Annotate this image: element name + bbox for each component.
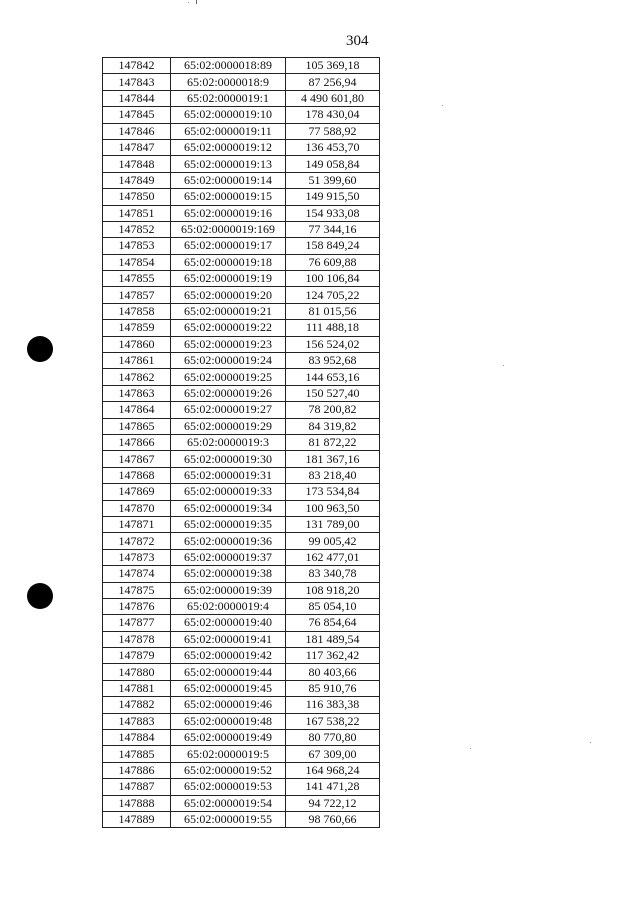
table-row bbox=[103, 221, 380, 237]
table-row bbox=[103, 320, 380, 336]
value-cell: 136 453,70 bbox=[286, 139, 380, 155]
row-number-cell: 147883 bbox=[103, 713, 171, 729]
row-number-cell: 147858 bbox=[103, 303, 171, 319]
table-row bbox=[103, 303, 380, 319]
table-row bbox=[103, 353, 380, 369]
cadastral-number-cell: 65:02:0000019:16 bbox=[171, 205, 286, 221]
value-cell: 150 527,40 bbox=[286, 385, 380, 401]
table-row bbox=[103, 336, 380, 352]
value-cell: 108 918,20 bbox=[286, 582, 380, 598]
table-row bbox=[103, 156, 380, 172]
table-row bbox=[103, 254, 380, 270]
scan-speck bbox=[503, 365, 504, 366]
value-cell: 83 218,40 bbox=[286, 467, 380, 483]
cadastral-number-cell: 65:02:0000019:3 bbox=[171, 434, 286, 450]
scan-speck bbox=[590, 742, 591, 743]
table-row bbox=[103, 172, 380, 188]
cadastral-number-cell: 65:02:0000019:46 bbox=[171, 697, 286, 713]
row-number-cell: 147879 bbox=[103, 648, 171, 664]
row-number-cell: 147873 bbox=[103, 549, 171, 565]
row-number-cell: 147887 bbox=[103, 779, 171, 795]
cadastral-number-cell: 65:02:0000019:34 bbox=[171, 500, 286, 516]
row-number-cell: 147884 bbox=[103, 730, 171, 746]
cadastral-number-cell: 65:02:0000019:10 bbox=[171, 107, 286, 123]
row-number-cell: 147874 bbox=[103, 566, 171, 582]
row-number-cell: 147877 bbox=[103, 615, 171, 631]
table-row bbox=[103, 418, 380, 434]
table-row bbox=[103, 74, 380, 90]
table-row bbox=[103, 762, 380, 778]
value-cell: 99 005,42 bbox=[286, 533, 380, 549]
value-cell: 105 369,18 bbox=[286, 58, 380, 74]
value-cell: 181 367,16 bbox=[286, 451, 380, 467]
value-cell: 116 383,38 bbox=[286, 697, 380, 713]
row-number-cell: 147876 bbox=[103, 598, 171, 614]
value-cell: 94 722,12 bbox=[286, 795, 380, 811]
value-cell: 85 910,76 bbox=[286, 680, 380, 696]
cadastral-number-cell: 65:02:0000019:53 bbox=[171, 779, 286, 795]
value-cell: 51 399,60 bbox=[286, 172, 380, 188]
cadastral-number-cell: 65:02:0000019:14 bbox=[171, 172, 286, 188]
table-body bbox=[103, 58, 380, 828]
value-cell: 162 477,01 bbox=[286, 549, 380, 565]
row-number-cell: 147843 bbox=[103, 74, 171, 90]
table-row bbox=[103, 779, 380, 795]
cadastral-number-cell: 65:02:0000019:17 bbox=[171, 238, 286, 254]
row-number-cell: 147880 bbox=[103, 664, 171, 680]
table-row bbox=[103, 811, 380, 827]
cadastral-number-cell: 65:02:0000019:20 bbox=[171, 287, 286, 303]
row-number-cell: 147848 bbox=[103, 156, 171, 172]
table-row bbox=[103, 189, 380, 205]
row-number-cell: 147867 bbox=[103, 451, 171, 467]
cadastral-number-cell: 65:02:0000019:22 bbox=[171, 320, 286, 336]
table-row bbox=[103, 680, 380, 696]
cadastral-number-cell: 65:02:0000018:89 bbox=[171, 58, 286, 74]
cadastral-number-cell: 65:02:0000019:25 bbox=[171, 369, 286, 385]
table-row bbox=[103, 402, 380, 418]
table-row bbox=[103, 385, 380, 401]
table-row bbox=[103, 123, 380, 139]
value-cell: 144 653,16 bbox=[286, 369, 380, 385]
cadastral-number-cell: 65:02:0000019:48 bbox=[171, 713, 286, 729]
value-cell: 181 489,54 bbox=[286, 631, 380, 647]
value-cell: 81 872,22 bbox=[286, 434, 380, 450]
punch-hole bbox=[27, 583, 53, 609]
row-number-cell: 147853 bbox=[103, 238, 171, 254]
value-cell: 84 319,82 bbox=[286, 418, 380, 434]
table-row bbox=[103, 516, 380, 532]
row-number-cell: 147866 bbox=[103, 434, 171, 450]
table-row bbox=[103, 582, 380, 598]
punch-hole bbox=[27, 336, 53, 362]
table-row bbox=[103, 648, 380, 664]
value-cell: 76 854,64 bbox=[286, 615, 380, 631]
table-row bbox=[103, 533, 380, 549]
value-cell: 100 106,84 bbox=[286, 271, 380, 287]
cadastral-number-cell: 65:02:0000019:42 bbox=[171, 648, 286, 664]
cadastral-number-cell: 65:02:0000019:41 bbox=[171, 631, 286, 647]
value-cell: 85 054,10 bbox=[286, 598, 380, 614]
value-cell: 80 403,66 bbox=[286, 664, 380, 680]
cadastral-number-cell: 65:02:0000019:55 bbox=[171, 811, 286, 827]
row-number-cell: 147855 bbox=[103, 271, 171, 287]
table-row bbox=[103, 631, 380, 647]
row-number-cell: 147871 bbox=[103, 516, 171, 532]
value-cell: 83 340,78 bbox=[286, 566, 380, 582]
cadastral-number-cell: 65:02:0000019:169 bbox=[171, 221, 286, 237]
cadastral-number-cell: 65:02:0000019:31 bbox=[171, 467, 286, 483]
cadastral-number-cell: 65:02:0000019:24 bbox=[171, 353, 286, 369]
table-row bbox=[103, 795, 380, 811]
table-row bbox=[103, 549, 380, 565]
cadastral-number-cell: 65:02:0000019:38 bbox=[171, 566, 286, 582]
row-number-cell: 147885 bbox=[103, 746, 171, 762]
value-cell: 178 430,04 bbox=[286, 107, 380, 123]
row-number-cell: 147851 bbox=[103, 205, 171, 221]
row-number-cell: 147886 bbox=[103, 762, 171, 778]
row-number-cell: 147869 bbox=[103, 484, 171, 500]
cadastral-number-cell: 65:02:0000019:54 bbox=[171, 795, 286, 811]
table-row bbox=[103, 271, 380, 287]
cadastral-number-cell: 65:02:0000019:11 bbox=[171, 123, 286, 139]
cadastral-number-cell: 65:02:0000019:36 bbox=[171, 533, 286, 549]
scan-speck bbox=[470, 748, 471, 749]
value-cell: 167 538,22 bbox=[286, 713, 380, 729]
scan-speck bbox=[442, 105, 443, 106]
row-number-cell: 147861 bbox=[103, 353, 171, 369]
value-cell: 81 015,56 bbox=[286, 303, 380, 319]
table-row bbox=[103, 697, 380, 713]
row-number-cell: 147875 bbox=[103, 582, 171, 598]
cadastral-number-cell: 65:02:0000019:4 bbox=[171, 598, 286, 614]
value-cell: 87 256,94 bbox=[286, 74, 380, 90]
table-row bbox=[103, 205, 380, 221]
value-cell: 149 058,84 bbox=[286, 156, 380, 172]
value-cell: 156 524,02 bbox=[286, 336, 380, 352]
table-row bbox=[103, 713, 380, 729]
row-number-cell: 147859 bbox=[103, 320, 171, 336]
table-row bbox=[103, 730, 380, 746]
row-number-cell: 147864 bbox=[103, 402, 171, 418]
row-number-cell: 147878 bbox=[103, 631, 171, 647]
row-number-cell: 147888 bbox=[103, 795, 171, 811]
value-cell: 124 705,22 bbox=[286, 287, 380, 303]
table-row bbox=[103, 90, 380, 106]
table-row bbox=[103, 451, 380, 467]
row-number-cell: 147852 bbox=[103, 221, 171, 237]
value-cell: 77 588,92 bbox=[286, 123, 380, 139]
value-cell: 131 789,00 bbox=[286, 516, 380, 532]
cadastral-number-cell: 65:02:0000018:9 bbox=[171, 74, 286, 90]
table-row bbox=[103, 615, 380, 631]
table-row bbox=[103, 484, 380, 500]
value-cell: 149 915,50 bbox=[286, 189, 380, 205]
cadastral-number-cell: 65:02:0000019:44 bbox=[171, 664, 286, 680]
row-number-cell: 147881 bbox=[103, 680, 171, 696]
value-cell: 100 963,50 bbox=[286, 500, 380, 516]
table-row bbox=[103, 107, 380, 123]
table-row bbox=[103, 434, 380, 450]
cadastral-number-cell: 65:02:0000019:49 bbox=[171, 730, 286, 746]
cadastral-number-cell: 65:02:0000019:26 bbox=[171, 385, 286, 401]
cadastral-number-cell: 65:02:0000019:13 bbox=[171, 156, 286, 172]
cadastral-table bbox=[102, 57, 380, 828]
value-cell: 111 488,18 bbox=[286, 320, 380, 336]
value-cell: 164 968,24 bbox=[286, 762, 380, 778]
table-row bbox=[103, 500, 380, 516]
value-cell: 154 933,08 bbox=[286, 205, 380, 221]
scan-mark bbox=[196, 0, 197, 4]
cadastral-number-cell: 65:02:0000019:23 bbox=[171, 336, 286, 352]
table-row bbox=[103, 598, 380, 614]
row-number-cell: 147845 bbox=[103, 107, 171, 123]
cadastral-number-cell: 65:02:0000019:37 bbox=[171, 549, 286, 565]
row-number-cell: 147860 bbox=[103, 336, 171, 352]
row-number-cell: 147846 bbox=[103, 123, 171, 139]
row-number-cell: 147844 bbox=[103, 90, 171, 106]
value-cell: 4 490 601,80 bbox=[286, 90, 380, 106]
table-row bbox=[103, 58, 380, 74]
value-cell: 78 200,82 bbox=[286, 402, 380, 418]
cadastral-number-cell: 65:02:0000019:40 bbox=[171, 615, 286, 631]
cadastral-number-cell: 65:02:0000019:27 bbox=[171, 402, 286, 418]
row-number-cell: 147889 bbox=[103, 811, 171, 827]
table-row bbox=[103, 369, 380, 385]
value-cell: 158 849,24 bbox=[286, 238, 380, 254]
cadastral-number-cell: 65:02:0000019:29 bbox=[171, 418, 286, 434]
cadastral-number-cell: 65:02:0000019:21 bbox=[171, 303, 286, 319]
cadastral-number-cell: 65:02:0000019:45 bbox=[171, 680, 286, 696]
value-cell: 76 609,88 bbox=[286, 254, 380, 270]
cadastral-number-cell: 65:02:0000019:19 bbox=[171, 271, 286, 287]
row-number-cell: 147842 bbox=[103, 58, 171, 74]
value-cell: 67 309,00 bbox=[286, 746, 380, 762]
value-cell: 173 534,84 bbox=[286, 484, 380, 500]
row-number-cell: 147863 bbox=[103, 385, 171, 401]
table-row bbox=[103, 467, 380, 483]
value-cell: 117 362,42 bbox=[286, 648, 380, 664]
cadastral-number-cell: 65:02:0000019:15 bbox=[171, 189, 286, 205]
value-cell: 80 770,80 bbox=[286, 730, 380, 746]
cadastral-number-cell: 65:02:0000019:39 bbox=[171, 582, 286, 598]
scan-speck bbox=[188, 2, 189, 3]
table-row bbox=[103, 139, 380, 155]
cadastral-number-cell: 65:02:0000019:18 bbox=[171, 254, 286, 270]
row-number-cell: 147870 bbox=[103, 500, 171, 516]
row-number-cell: 147865 bbox=[103, 418, 171, 434]
row-number-cell: 147847 bbox=[103, 139, 171, 155]
row-number-cell: 147872 bbox=[103, 533, 171, 549]
cadastral-number-cell: 65:02:0000019:33 bbox=[171, 484, 286, 500]
cadastral-number-cell: 65:02:0000019:5 bbox=[171, 746, 286, 762]
page-number: 304 bbox=[346, 33, 369, 49]
table-row bbox=[103, 238, 380, 254]
table-row bbox=[103, 566, 380, 582]
table-row bbox=[103, 664, 380, 680]
table-row bbox=[103, 746, 380, 762]
row-number-cell: 147882 bbox=[103, 697, 171, 713]
cadastral-number-cell: 65:02:0000019:1 bbox=[171, 90, 286, 106]
cadastral-number-cell: 65:02:0000019:12 bbox=[171, 139, 286, 155]
cadastral-number-cell: 65:02:0000019:52 bbox=[171, 762, 286, 778]
value-cell: 98 760,66 bbox=[286, 811, 380, 827]
value-cell: 83 952,68 bbox=[286, 353, 380, 369]
cadastral-number-cell: 65:02:0000019:30 bbox=[171, 451, 286, 467]
row-number-cell: 147857 bbox=[103, 287, 171, 303]
row-number-cell: 147850 bbox=[103, 189, 171, 205]
row-number-cell: 147849 bbox=[103, 172, 171, 188]
value-cell: 77 344,16 bbox=[286, 221, 380, 237]
value-cell: 141 471,28 bbox=[286, 779, 380, 795]
cadastral-number-cell: 65:02:0000019:35 bbox=[171, 516, 286, 532]
row-number-cell: 147868 bbox=[103, 467, 171, 483]
row-number-cell: 147862 bbox=[103, 369, 171, 385]
table-row bbox=[103, 287, 380, 303]
row-number-cell: 147854 bbox=[103, 254, 171, 270]
